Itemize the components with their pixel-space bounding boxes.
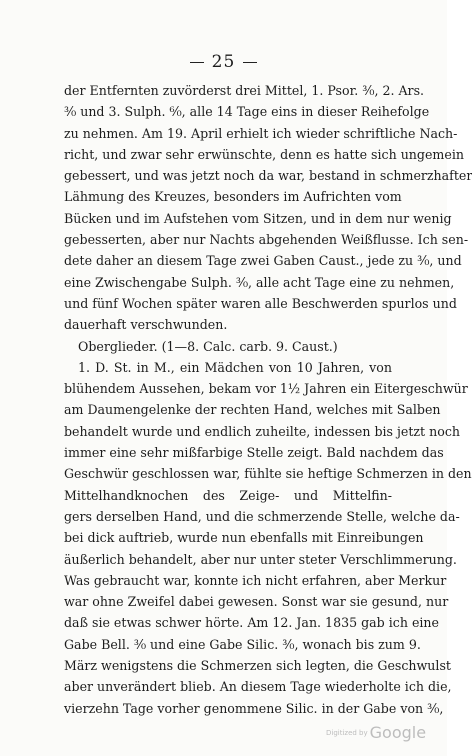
text-line: Bücken und im Aufstehen vom Sitzen, und in dem nur wenig (64, 210, 452, 226)
text-line: richt, und zwar sehr erwünschte, denn es hatte sich ungemein (64, 146, 464, 162)
text-line: war ohne Zweifel dabei gewesen. Sonst war sie gesund, nur (64, 594, 449, 610)
text-line: Was gebraucht war, konnte ich nicht erfahren, aber Merkur (64, 572, 447, 588)
watermark-brand: Google (369, 723, 427, 742)
text-line: Lähmung des Kreuzes, besonders im Aufrichten vom (64, 189, 402, 205)
text-line: gers derselben Hand, und die schmerzende Stelle, welche da- (64, 508, 460, 524)
text-line: 1. D. St. in M., ein Mädchen von 10 Jahren, von (78, 359, 392, 375)
folio-dash-left (190, 62, 204, 63)
text-line: und fünf Wochen später waren alle Beschwerden spurlos und (64, 295, 457, 311)
text-line: vierzehn Tage vorher genommene Silic. in der Gabe von ³⁄₀, (64, 700, 444, 716)
text-line: äußerlich behandelt, aber nur unter steter Verschlimmerung. (64, 551, 457, 567)
page-number-header (0, 52, 447, 72)
text-line: März wenigstens die Schmerzen sich legten, die Geschwulst (64, 658, 451, 674)
text-line: der Entfernten zuvörderst drei Mittel, 1. Psor. ³⁄₀, 2. Ars. (64, 83, 425, 98)
folio-dash-right (243, 62, 257, 63)
section-heading: Oberglieder. (1—8. Calc. carb. 9. Caust.) (78, 338, 338, 354)
text-line: Mittelhandknochen des Zeige- und Mittelfin- (64, 487, 392, 503)
text-line: dauerhaft verschwunden. (64, 317, 228, 333)
text-line: gebesserten, aber nur Nachts abgehenden Weißflusse. Ich sen- (64, 232, 469, 248)
text-line: dete daher an diesem Tage zwei Gaben Caust., jede zu ³⁄₀, und (64, 253, 462, 269)
text-line: zu nehmen. Am 19. April erhielt ich wieder schriftliche Nach- (64, 125, 458, 141)
text-line: daß sie etwas schwer hörte. Am 12. Jan. 1835 gab ich eine (64, 615, 439, 631)
text-line: behandelt wurde und endlich zuheilte, indessen bis jetzt noch (64, 423, 460, 439)
text-line: eine Zwischengabe Sulph. ³⁄₀, alle acht Tage eine zu nehmen, (64, 274, 455, 290)
text-line: immer eine sehr mißfarbige Stelle zeigt. Bald nachdem das (64, 445, 444, 461)
digitized-watermark (326, 722, 426, 742)
text-line: gebessert, und was jetzt noch da war, bestand in schmerzhafter (64, 168, 472, 184)
text-line: Gabe Bell. ³⁄₀ und eine Gabe Silic. ³⁄₀, wonach bis zum 9. (64, 636, 421, 652)
page-number: 25 (211, 52, 236, 72)
text-line: ³⁄₀ und 3. Sulph. ⁶⁄₀, alle 14 Tage eins in dieser Reihefolge (64, 104, 430, 120)
text-line: blühendem Aussehen, bekam vor 1½ Jahren ein Eitergeschwür (64, 381, 468, 397)
text-line: Geschwür geschlossen war, fühlte sie heftige Schmerzen in den (64, 466, 472, 482)
text-line: bei dick auftrieb, wurde nun ebenfalls mit Einreibungen (64, 530, 424, 546)
text-line: aber unverändert blieb. An diesem Tage wiederholte ich die, (64, 679, 452, 695)
text-line: am Daumengelenke der rechten Hand, welches mit Salben (64, 402, 441, 418)
watermark-prefix: Digitized by (326, 728, 368, 737)
body-text (64, 80, 472, 719)
